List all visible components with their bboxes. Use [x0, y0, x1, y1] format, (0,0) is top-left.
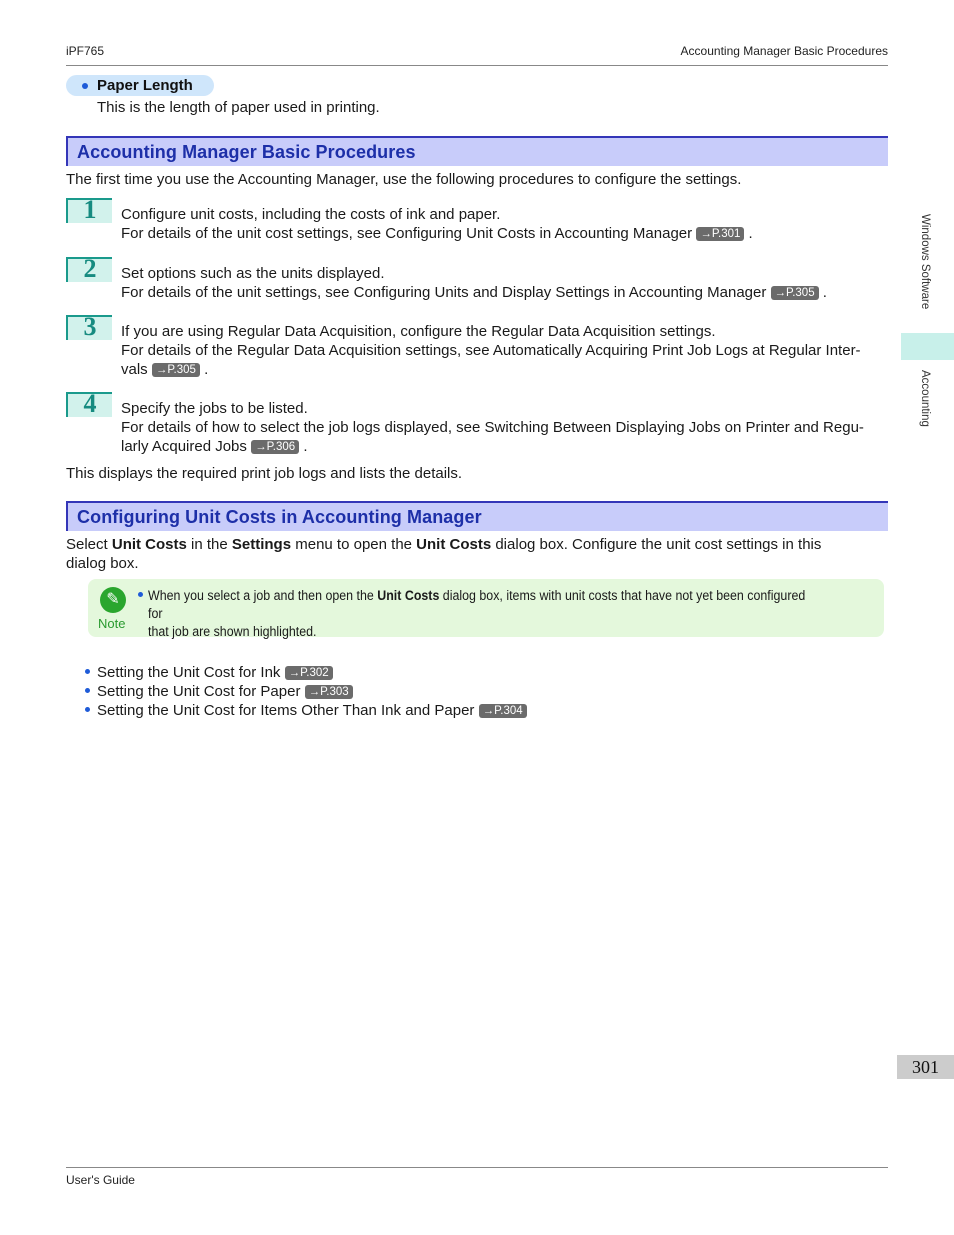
step-3-line2: For details of the Regular Data Acquisition settings, see Automatically Acquiring Print Job Logs at Regular Inter- [121, 342, 861, 359]
note-text-part: When you select a job and then open the [148, 588, 378, 603]
step-2-number-box [66, 254, 112, 283]
pencil-note-icon: ✎ [100, 587, 126, 613]
page-ref-link[interactable]: →P.301 [696, 227, 744, 241]
note-label: Note [98, 616, 126, 631]
page-number: 301 [897, 1055, 954, 1079]
step-3-detail-end: vals [121, 361, 148, 378]
section1-outro: This displays the required print job logs and lists the details. [66, 465, 463, 482]
list-item-text[interactable]: Setting the Unit Cost for Items Other Than Ink and Paper [97, 702, 475, 719]
step-1-text [121, 205, 885, 243]
note-text [148, 587, 810, 641]
step-1-number-box [66, 195, 112, 224]
step-number: 1 [83, 195, 97, 224]
intro-bold-settings: Settings [231, 536, 292, 553]
intro-text: menu to open the [291, 536, 417, 553]
step-1-detail: For details of the unit cost settings, see Configuring Unit Costs in Accounting Manager [121, 225, 693, 242]
side-tab-windows-software[interactable]: Windows Software [919, 214, 931, 310]
section2-intro [66, 535, 866, 573]
list-item-paper[interactable] [97, 682, 353, 701]
step-3-line1: If you are using Regular Data Acquisition, configure the Regular Data Acquisition settings. [121, 323, 716, 340]
paper-length-desc: This is the length of paper used in printing. [97, 99, 380, 116]
side-tab-accounting[interactable]: Accounting [919, 370, 931, 427]
bullet-icon [85, 688, 90, 693]
intro-bold-unit-costs: Unit Costs [416, 536, 492, 553]
section-title: Configuring Unit Costs in Accounting Manager [77, 507, 482, 527]
step-2-line2: For details of the unit settings, see Configuring Units and Display Settings in Accounting Manager →P.305 . [121, 284, 827, 301]
section2-intro-line1 [66, 535, 866, 554]
page-ref-link[interactable]: →P.306 [251, 440, 299, 454]
intro-text: in the [186, 536, 232, 553]
note-line1 [148, 587, 810, 623]
step-2-text [121, 264, 885, 302]
step-number: 2 [83, 254, 97, 283]
bullet-icon [85, 707, 90, 712]
section-heading-unit-costs [66, 501, 888, 531]
section1-intro: The first time you use the Accounting Manager, use the following procedures to configure the settings. [66, 171, 742, 188]
step-4-number-box [66, 389, 112, 418]
page-ref-link[interactable]: →P.305 [771, 286, 819, 300]
header-rule [66, 65, 888, 66]
page-ref-link[interactable]: →P.304 [479, 704, 527, 718]
page-ref-link[interactable]: →P.302 [285, 666, 333, 680]
step-2-detail: For details of the unit settings, see Configuring Units and Display Settings in Accounting Manager [121, 284, 767, 301]
footer-rule [66, 1167, 888, 1168]
bullet-icon [85, 669, 90, 674]
footer-text: User's Guide [66, 1173, 135, 1187]
page-ref-link[interactable]: →P.303 [305, 685, 353, 699]
header-section-title: Accounting Manager Basic Procedures [680, 44, 888, 58]
step-number: 3 [83, 312, 97, 341]
intro-text: Select [66, 536, 112, 553]
step-1-line2: For details of the unit cost settings, see Configuring Unit Costs in Accounting Manager →P.301 . [121, 225, 753, 242]
step-4-text [121, 399, 885, 456]
step-4-line1: Specify the jobs to be listed. [121, 400, 308, 417]
step-3-line3: vals →P.305 . [121, 361, 209, 378]
step-1-line1: Configure unit costs, including the costs of ink and paper. [121, 206, 501, 223]
section-title: Accounting Manager Basic Procedures [77, 142, 416, 162]
list-item-other[interactable] [97, 701, 527, 720]
list-item-ink[interactable] [97, 663, 333, 682]
intro-bold-unit-costs: Unit Costs [111, 536, 187, 553]
bullet-icon [138, 592, 143, 597]
step-3-number-box [66, 312, 112, 341]
intro-text: dialog box. Configure the unit cost settings in this [491, 536, 822, 553]
step-3-text [121, 322, 885, 379]
step-4-line2: For details of how to select the job logs displayed, see Switching Between Displaying Jobs on Printer and Regu- [121, 419, 864, 436]
step-4-line3: larly Acquired Jobs →P.306 . [121, 438, 308, 455]
side-tab-highlight [901, 333, 954, 360]
step-2-line1: Set options such as the units displayed. [121, 265, 385, 282]
note-bold-unit-costs: Unit Costs [377, 588, 440, 603]
list-item-text[interactable]: Setting the Unit Cost for Ink [97, 664, 281, 681]
note-text-part: dialog box, items with unit costs that have not yet been configured for [148, 588, 806, 621]
note-line2: that job are shown highlighted. [148, 624, 317, 639]
step-number: 4 [83, 389, 97, 418]
bullet-icon [82, 83, 88, 89]
page-ref-link[interactable]: →P.305 [152, 363, 200, 377]
list-item-text[interactable]: Setting the Unit Cost for Paper [97, 683, 301, 700]
step-4-detail-end: larly Acquired Jobs [121, 438, 247, 455]
header-product: iPF765 [66, 44, 105, 58]
section2-intro-line2: dialog box. [66, 555, 139, 572]
section-heading-basic-procedures [66, 136, 888, 166]
paper-length-title: Paper Length [97, 77, 193, 94]
